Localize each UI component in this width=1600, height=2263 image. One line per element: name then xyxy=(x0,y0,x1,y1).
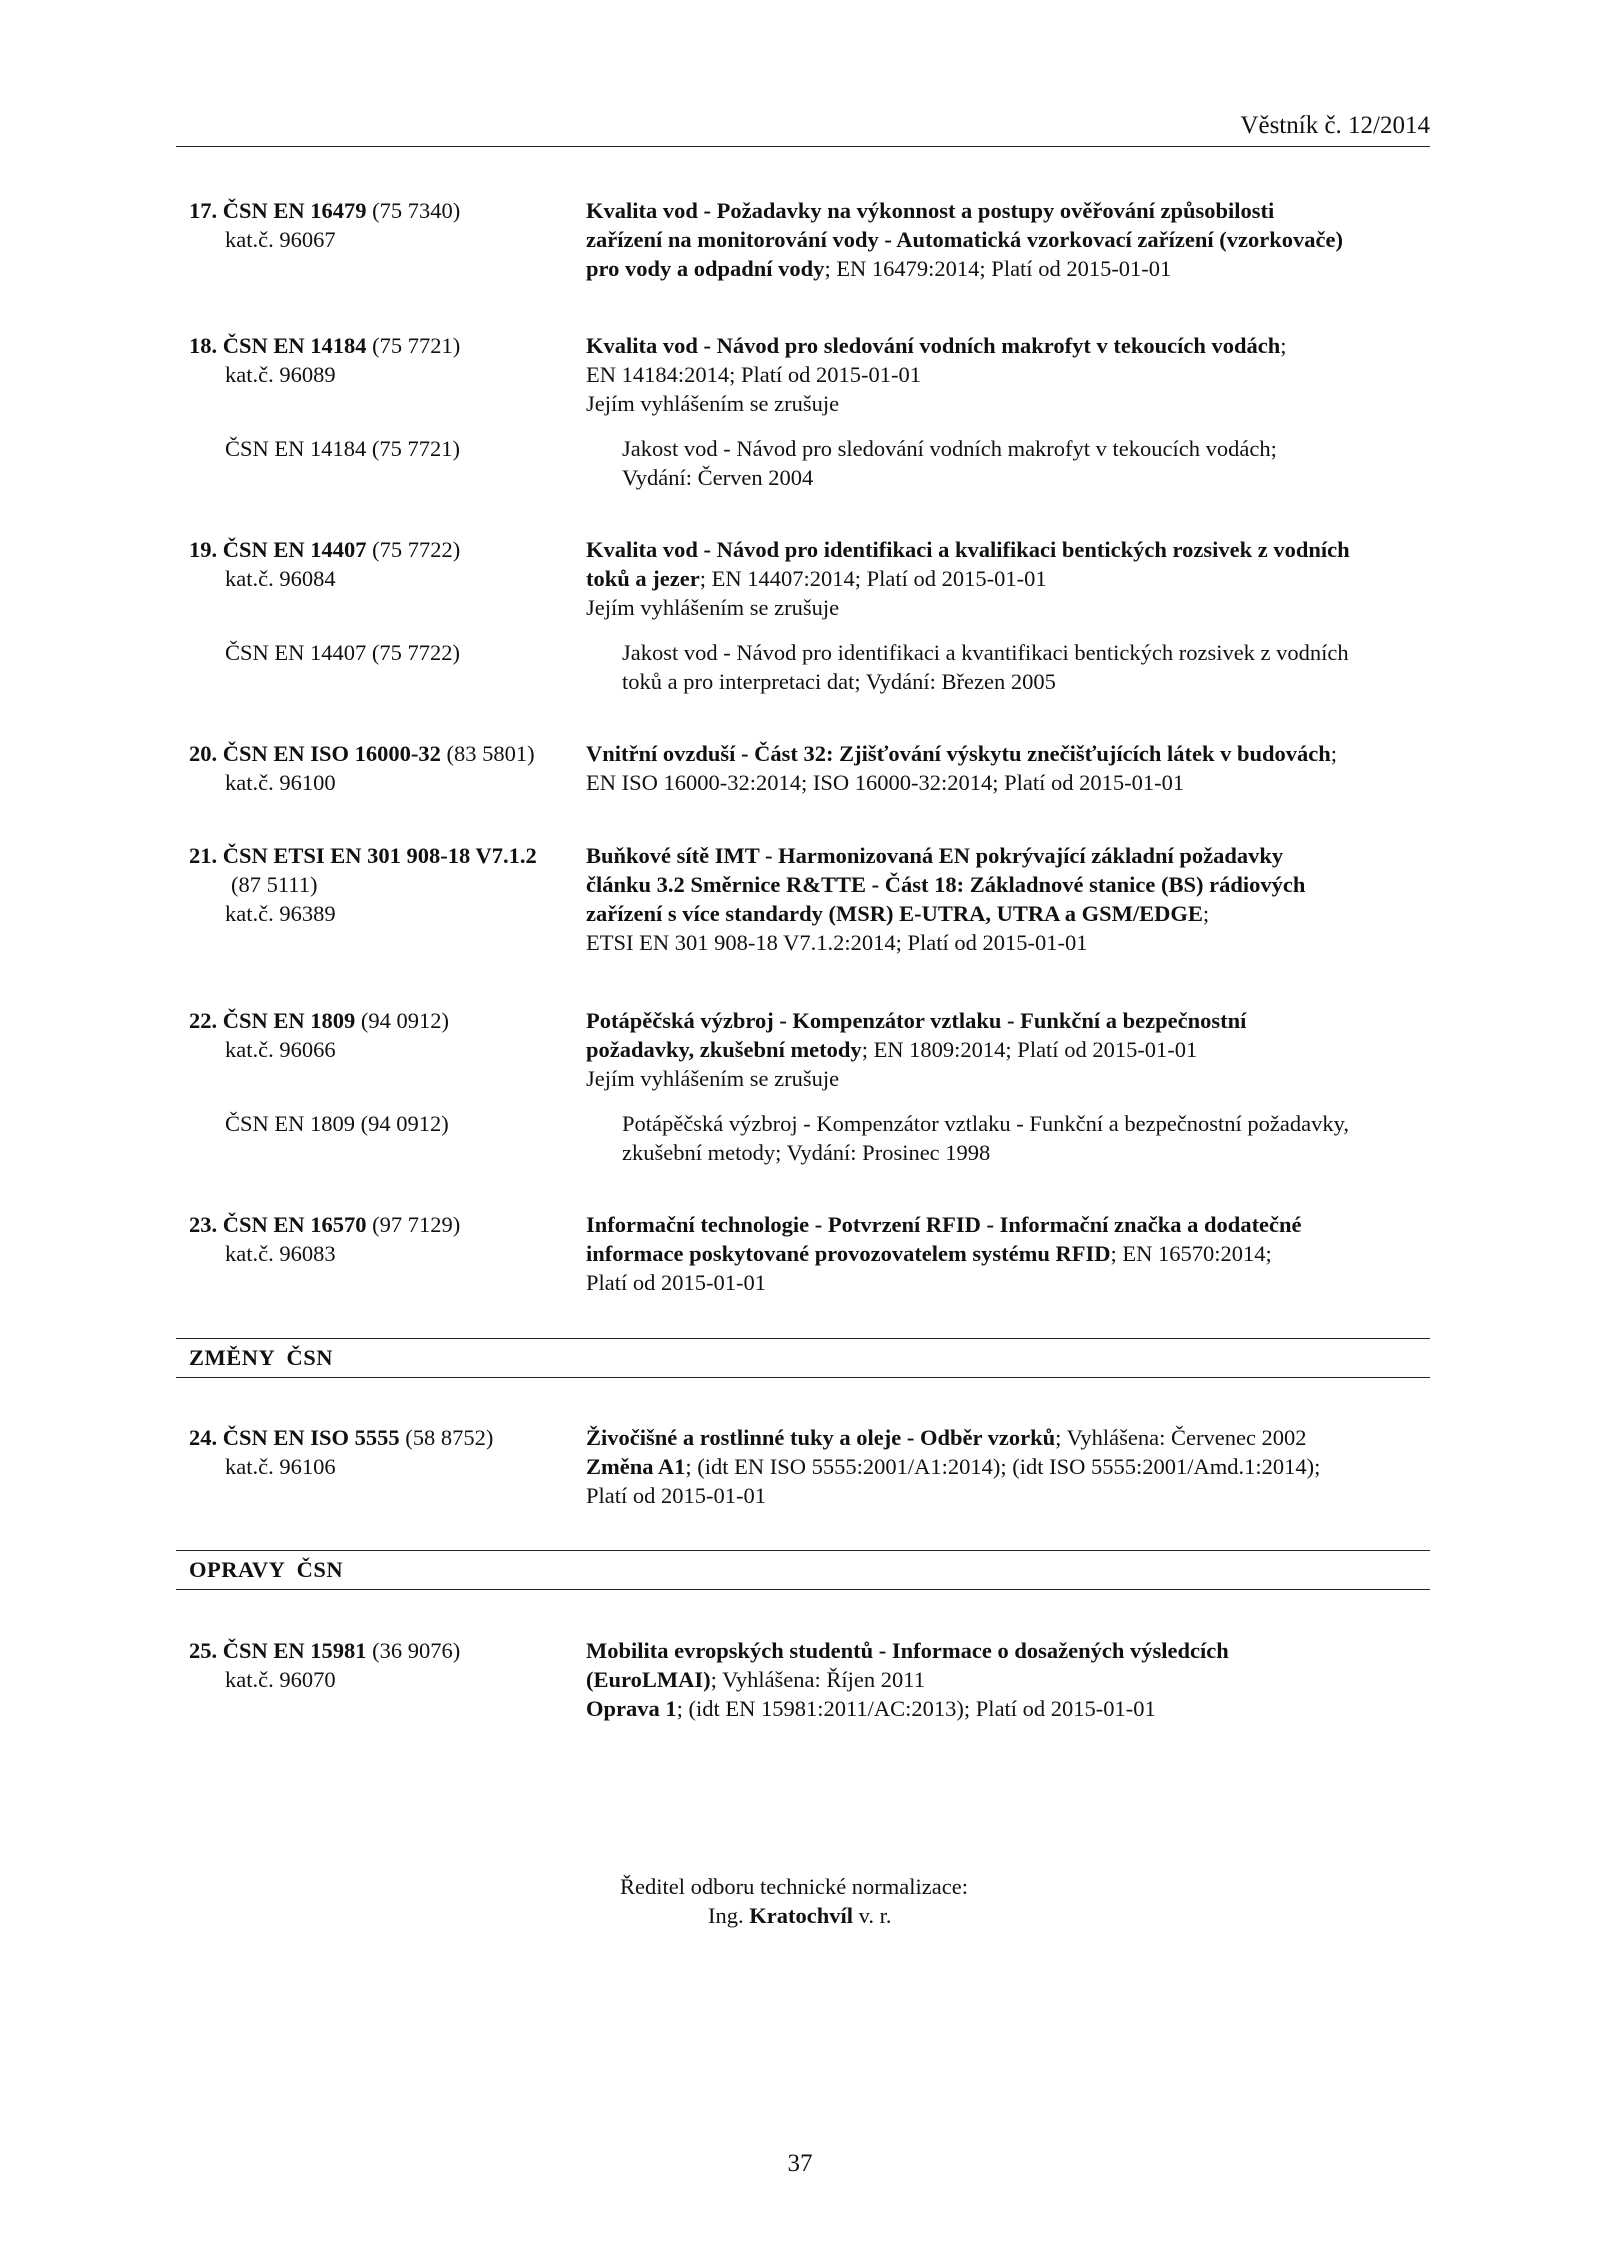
entry-title: Vnitřní ovzduší - Část 32: Zjišťování výskytu znečišťujících látek v budovách; EN ISO 16000-32:2014; ISO 16000-32:2014; Platí od 2015-01-01 xyxy=(586,741,1338,795)
standard-entry-24 xyxy=(189,1423,1439,1510)
standard-entry-21 xyxy=(189,841,1439,957)
bulletin-header: Věstník č. 12/2014 xyxy=(1240,112,1430,139)
standard-entry-23 xyxy=(189,1210,1439,1297)
section-header-corrections xyxy=(176,1550,1430,1590)
entry-title: Informační technologie - Potvrzení RFID - Informační značka a dodatečné informace poskytované provozovatelem systému RFID; EN 16570:2014; Platí od 2015-01-01 xyxy=(586,1212,1302,1295)
standard-entry-22 xyxy=(189,1006,1439,1167)
standard-entry-18 xyxy=(189,331,1439,492)
replaced-standard-title: Jakost vod - Návod pro identifikaci a kvantifikaci bentických rozsivek z vodních toků a pro interpretaci dat; Vydání: Březen 2005 xyxy=(622,640,1349,694)
entry-id: 24. ČSN EN ISO 5555 (58 8752) kat.č. 96106 xyxy=(189,1425,494,1479)
section-header-changes xyxy=(176,1338,1430,1378)
entry-title: Potápěčská výzbroj - Kompenzátor vztlaku - Funkční a bezpečnostní požadavky, zkušební metody; EN 1809:2014; Platí od 2015-01-01 Jejím vyhlášením se zrušuje xyxy=(586,1008,1247,1091)
entry-title: Buňkové sítě IMT - Harmonizovaná EN pokrývající základní požadavky článku 3.2 Směrnice R&TTE - Část 18: Základnové stanice (BS) rádiových zařízení s více standardy (MSR) E-UTRA, UTRA a GSM/EDGE; ETSI EN 301 908-18 V7.1.2:2014; Platí od 2015-01-01 xyxy=(586,843,1306,955)
entry-id: 22. ČSN EN 1809 (94 0912) kat.č. 96066 xyxy=(189,1008,450,1062)
standard-entry-20 xyxy=(189,739,1439,797)
entry-id: 21. ČSN ETSI EN 301 908-18 V7.1.2 (87 5111) kat.č. 96389 xyxy=(189,843,537,926)
entry-title: Živočišné a rostlinné tuky a oleje - Odběr vzorků; Vyhlášena: Červenec 2002 Změna A1; (idt EN ISO 5555:2001/A1:2014); (idt ISO 5555:2001/Amd.1:2014); Platí od 2015-01-01 xyxy=(586,1425,1321,1508)
header-rule xyxy=(176,146,1430,147)
entry-id: 18. ČSN EN 14184 (75 7721) kat.č. 96089 xyxy=(189,333,461,387)
entry-id: 25. ČSN EN 15981 (36 9076) kat.č. 96070 xyxy=(189,1638,461,1692)
section-title: OPRAVY ČSN xyxy=(189,1557,344,1582)
replaced-standard-title: Jakost vod - Návod pro sledování vodních makrofyt v tekoucích vodách; Vydání: Červen 2004 xyxy=(622,436,1277,490)
standard-entry-19 xyxy=(189,535,1439,696)
entry-title: Kvalita vod - Návod pro sledování vodních makrofyt v tekoucích vodách; EN 14184:2014; Platí od 2015-01-01 Jejím vyhlášením se zrušuje xyxy=(586,333,1287,416)
signature-name: Ing. Kratochvíl v. r. xyxy=(708,1903,892,1928)
signature-role: Ředitel odboru technické normalizace: xyxy=(620,1874,968,1899)
standard-entry-25 xyxy=(189,1636,1439,1723)
replaced-standard-id: ČSN EN 14184 (75 7721) xyxy=(225,436,460,461)
signature-block xyxy=(620,1872,968,1930)
entry-id: 23. ČSN EN 16570 (97 7129) kat.č. 96083 xyxy=(189,1212,461,1266)
page-number: 37 xyxy=(787,2150,813,2177)
entry-title: Mobilita evropských studentů - Informace o dosažených výsledcích (EuroLMAI); Vyhlášena: Říjen 2011 Oprava 1; (idt EN 15981:2011/AC:2013); Platí od 2015-01-01 xyxy=(586,1638,1229,1721)
section-title: ZMĚNY ČSN xyxy=(189,1345,334,1370)
replaced-standard-id: ČSN EN 14407 (75 7722) xyxy=(225,640,460,665)
entry-id: 17. ČSN EN 16479 (75 7340) kat.č. 96067 xyxy=(189,198,461,252)
entry-id: 19. ČSN EN 14407 (75 7722) kat.č. 96084 xyxy=(189,537,461,591)
entry-id: 20. ČSN EN ISO 16000-32 (83 5801) kat.č. 96100 xyxy=(189,741,535,795)
entry-title: Kvalita vod - Požadavky na výkonnost a postupy ověřování způsobilosti zařízení na monitorování vody - Automatická vzorkovací zařízení (vzorkovače) pro vody a odpadní vody; EN 16479:2014; Platí od 2015-01-01 xyxy=(586,198,1343,281)
standard-entry-17 xyxy=(189,196,1439,283)
entry-title: Kvalita vod - Návod pro identifikaci a kvalifikaci bentických rozsivek z vodních toků a jezer; EN 14407:2014; Platí od 2015-01-01 Jejím vyhlášením se zrušuje xyxy=(586,537,1350,620)
replaced-standard-id: ČSN EN 1809 (94 0912) xyxy=(225,1111,449,1136)
replaced-standard-title: Potápěčská výzbroj - Kompenzátor vztlaku - Funkční a bezpečnostní požadavky, zkušební metody; Vydání: Prosinec 1998 xyxy=(622,1111,1350,1165)
